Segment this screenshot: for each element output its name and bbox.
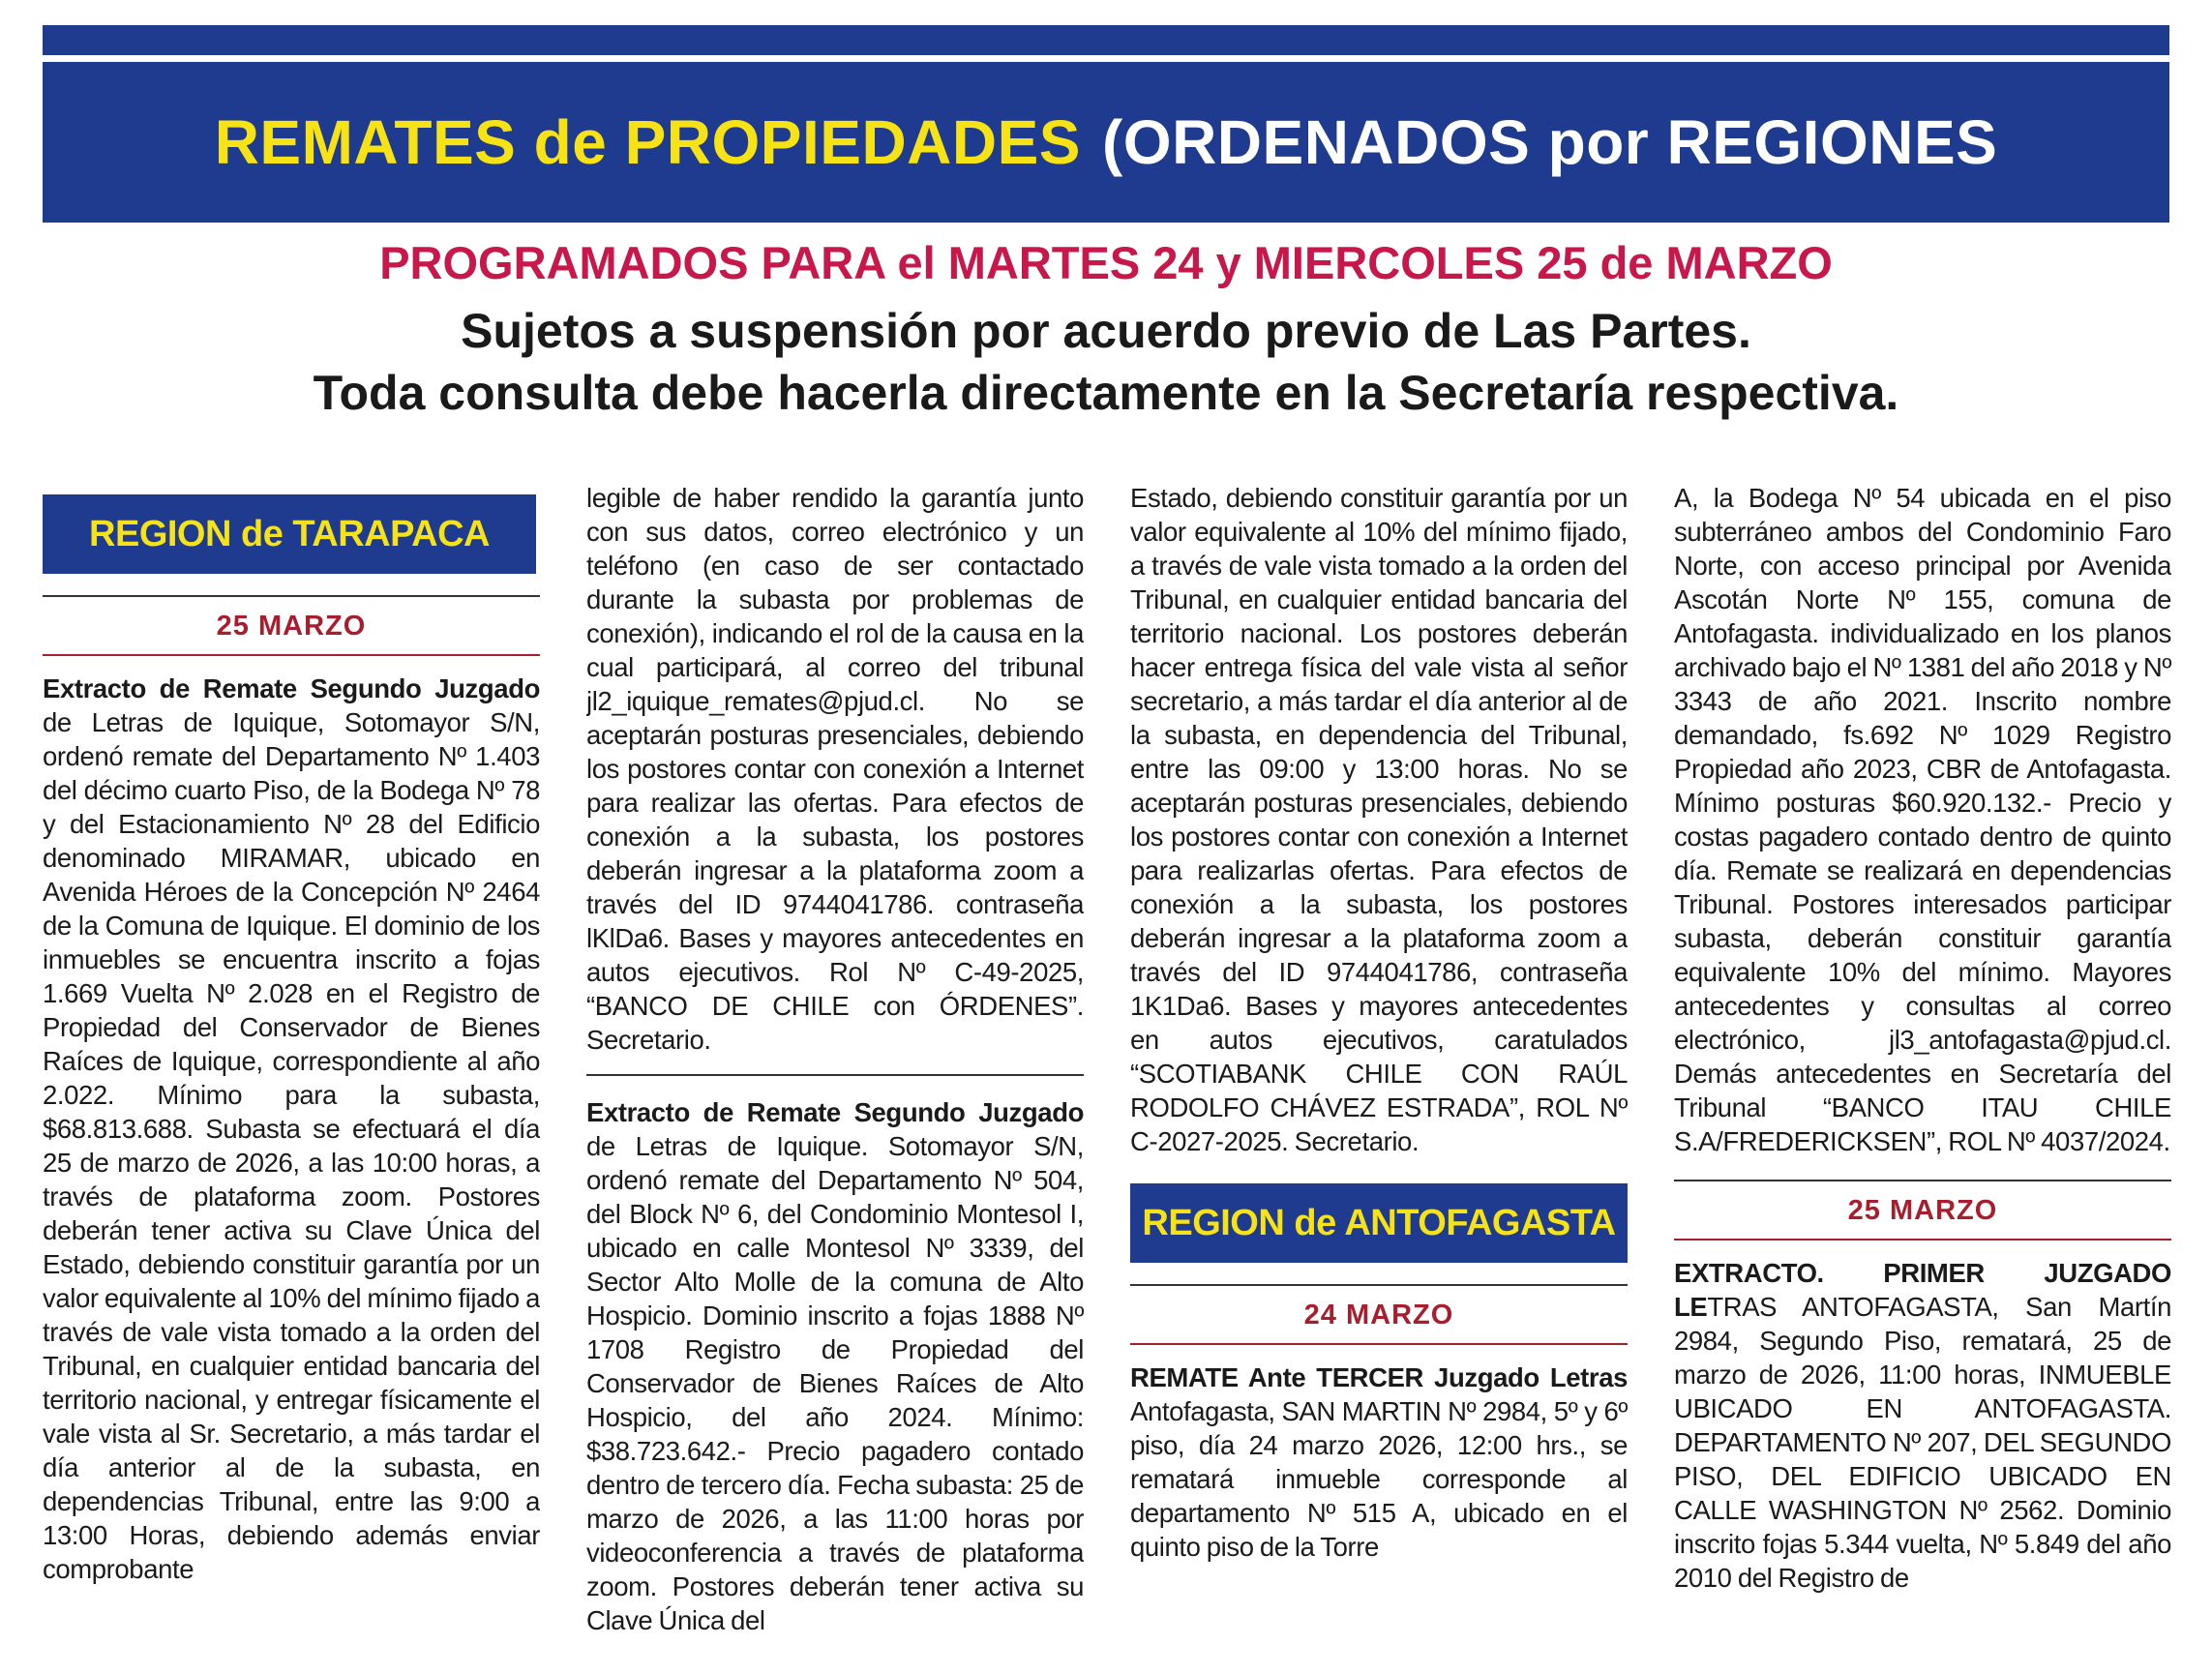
auction-notice-continued [1130, 481, 1628, 1158]
notice-lead: Extracto de Remate Segundo Juzgado [586, 1097, 1084, 1127]
notice-body: de Letras de Iquique. Sotomayor S/N, ordenó remate del Departamento Nº 504, del Block Nº 6, del Condominio Montesol I, ubicado en calle Montesol Nº 3339, del Sector Alto Molle de la comuna de Alto Hospicio. Dominio inscrito a fojas 1888 Nº 1708 Registro de Propiedad del Conservador de Bienes Raíces de Alto Hospicio, del año 2024. Mínimo: $38.723.642.- Precio pagadero contado dentro de tercero día. Fecha subasta: 25 de marzo de 2026, a las 11:00 horas por videoconferencia a través de plataforma zoom. Postores deberán tener activa su Clave Única del [586, 1131, 1084, 1635]
notice-body: Estado, debiendo constituir garantía por un valor equivalente al 10% del mínimo fijado, a través de vale vista tomado a la orden del Tribunal, en cualquier entidad bancaria del territorio nacional. Los postores deberán hacer entrega física del vale vista al señor secretario, a más tardar el día anterior al de la subasta, en dependencia del Tribunal, entre las 09:00 y 13:00 horas. No se aceptarán posturas presenciales, debiendo los postores contar con conexión a Internet para realizarlas ofertas. Para efectos de conexión a la subasta, los postores deberán ingresar a la plataforma zoom a través del ID 9744041786, contraseña 1K1Da6. Bases y mayores antecedentes en autos ejecutivos, caratulados “SCOTIABANK CHILE CON RAÚL RODOLFO CHÁVEZ ESTRADA”, ROL Nº C-2027-2025. Secretario. [1130, 483, 1628, 1156]
auction-notice [1130, 1360, 1628, 1564]
notice-body: Antofagasta, SAN MARTIN Nº 2984, 5º y 6º piso, día 24 marzo 2026, 12:00 hrs., se rematará inmueble corresponde al departamento Nº 515 A, ubicado en el quinto piso de la Torre [1130, 1396, 1628, 1562]
column-2 [586, 481, 1084, 1642]
date-heading: 25 MARZO [43, 595, 540, 656]
auction-notice [586, 1095, 1084, 1637]
notice-lead: Extracto de Remate Segundo Juzgado [43, 673, 540, 703]
notice-lead: REMATE Ante TERCER Juzgado Letras [1130, 1362, 1628, 1392]
notice-line-2: Toda consulta debe hacerla directamente en la Secretaría respectiva. [313, 366, 1899, 420]
region-heading-tarapaca: REGION de TARAPACA [43, 494, 536, 574]
date-heading: 24 MARZO [1130, 1284, 1628, 1345]
auction-notice [1674, 1256, 2171, 1595]
notice-body: de Letras de Iquique, Sotomayor S/N, ordenó remate del Departamento Nº 1.403 del décimo cuarto Piso, de la Bodega Nº 78 y del Estacionamiento Nº 28 del Edificio denominado MIRAMAR, ubicado en Avenida Héroes de la Concepción Nº 2464 de la Comuna de Iquique. El dominio de los inmuebles se encuentra inscrito a fojas 1.669 Vuelta Nº 2.028 en el Registro de Propiedad del Conservador de Bienes Raíces de Iquique, correspondiente al año 2.022. Mínimo para la subasta, $68.813.688. Subasta se efectuará el día 25 de marzo de 2026, a las 10:00 horas, a través de plataforma zoom. Postores deberán tener activa su Clave Única del Estado, debiendo constituir garantía por un valor equivalente al 10% del mínimo fijado a través de vale vista tomado a la orden del Tribunal, en cualquier entidad bancaria del territorio nacional, y entregar físicamente el vale vista al Sr. Secretario, a más tardar el día anterior al de la subasta, en dependencias Tribunal, entre las 9:00 a 13:00 Horas, debiendo además enviar comprobante [43, 707, 540, 1584]
region-heading-antofagasta: REGION de ANTOFAGASTA [1130, 1183, 1628, 1263]
notice-body: TRAS ANTOFAGASTA, San Martín 2984, Segundo Piso, rematará, 25 de marzo de 2026, 11:00 horas, INMUEBLE UBICADO EN ANTOFAGASTA. DEPARTAMENTO Nº 207, DEL SEGUNDO PISO, DEL EDIFICIO UBICADO EN CALLE WASHINGTON Nº 2562. Dominio inscrito fojas 5.344 vuelta, Nº 5.849 del año 2010 del Registro de [1674, 1292, 2171, 1593]
notice-line-1: Sujetos a suspensión por acuerdo previo de Las Partes. [461, 304, 1751, 358]
auction-notice [43, 672, 540, 1586]
column-1 [43, 481, 540, 1642]
banner-title-white: (ORDENADOS por REGIONES [1101, 107, 1998, 177]
notice-lead: EXTRACTO. PRIMER JUZGADO LE [1674, 1258, 2171, 1322]
header-banner [43, 62, 2169, 223]
divider [586, 1074, 1084, 1076]
dates-subtitle: PROGRAMADOS PARA el MARTES 24 y MIERCOLES 25 de MARZO [379, 237, 1833, 288]
top-rule [43, 25, 2169, 55]
date-heading: 25 MARZO [1674, 1180, 2171, 1241]
notice-body: legible de haber rendido la garantía junto con sus datos, correo electrónico y un teléfono (en caso de ser contactado durante la subasta por problemas de conexión), indicando el rol de la causa en la cual participará, al correo del tribunal jl2_iquique_remates@pjud.cl. No se aceptarán posturas presenciales, debiendo los postores contar con conexión a Internet para realizar las ofertas. Para efectos de conexión a la subasta, los postores deberán ingresar a la plataforma zoom a través del ID 9744041786. contraseña lKlDa6. Bases y mayores antecedentes en autos ejecutivos. Rol Nº C-49-2025, “BANCO DE CHILE con ÓRDENES”. Secretario. [586, 483, 1084, 1055]
auction-notice-continued [586, 481, 1084, 1057]
auction-notice-continued [1674, 481, 2171, 1158]
column-3 [1130, 481, 1628, 1642]
banner-title-yellow: REMATES de PROPIEDADES [214, 107, 1081, 177]
notice-body: A, la Bodega Nº 54 ubicada en el piso subterráneo ambos del Condominio Faro Norte, con acceso principal por Avenida Ascotán Norte Nº 155, comuna de Antofagasta. individualizado en los planos archivado bajo el Nº 1381 del año 2018 y Nº 3343 de año 2021. Inscrito nombre demandado, fs.692 Nº 1029 Registro Propiedad año 2023, CBR de Antofagasta. Mínimo posturas $60.920.132.- Precio y costas pagadero contado dentro de quinto día. Remate se realizará en dependencias Tribunal. Postores interesados participar subasta, deberán constituir garantía equivalente 10% del mínimo. Mayores antecedentes y consultas al correo electrónico, jl3_antofagasta@pjud.cl. Demás antecedentes en Secretaría del Tribunal “BANCO ITAU CHILE S.A/FREDERICKSEN”, ROL Nº 4037/2024. [1674, 483, 2171, 1156]
column-4 [1674, 481, 2171, 1642]
